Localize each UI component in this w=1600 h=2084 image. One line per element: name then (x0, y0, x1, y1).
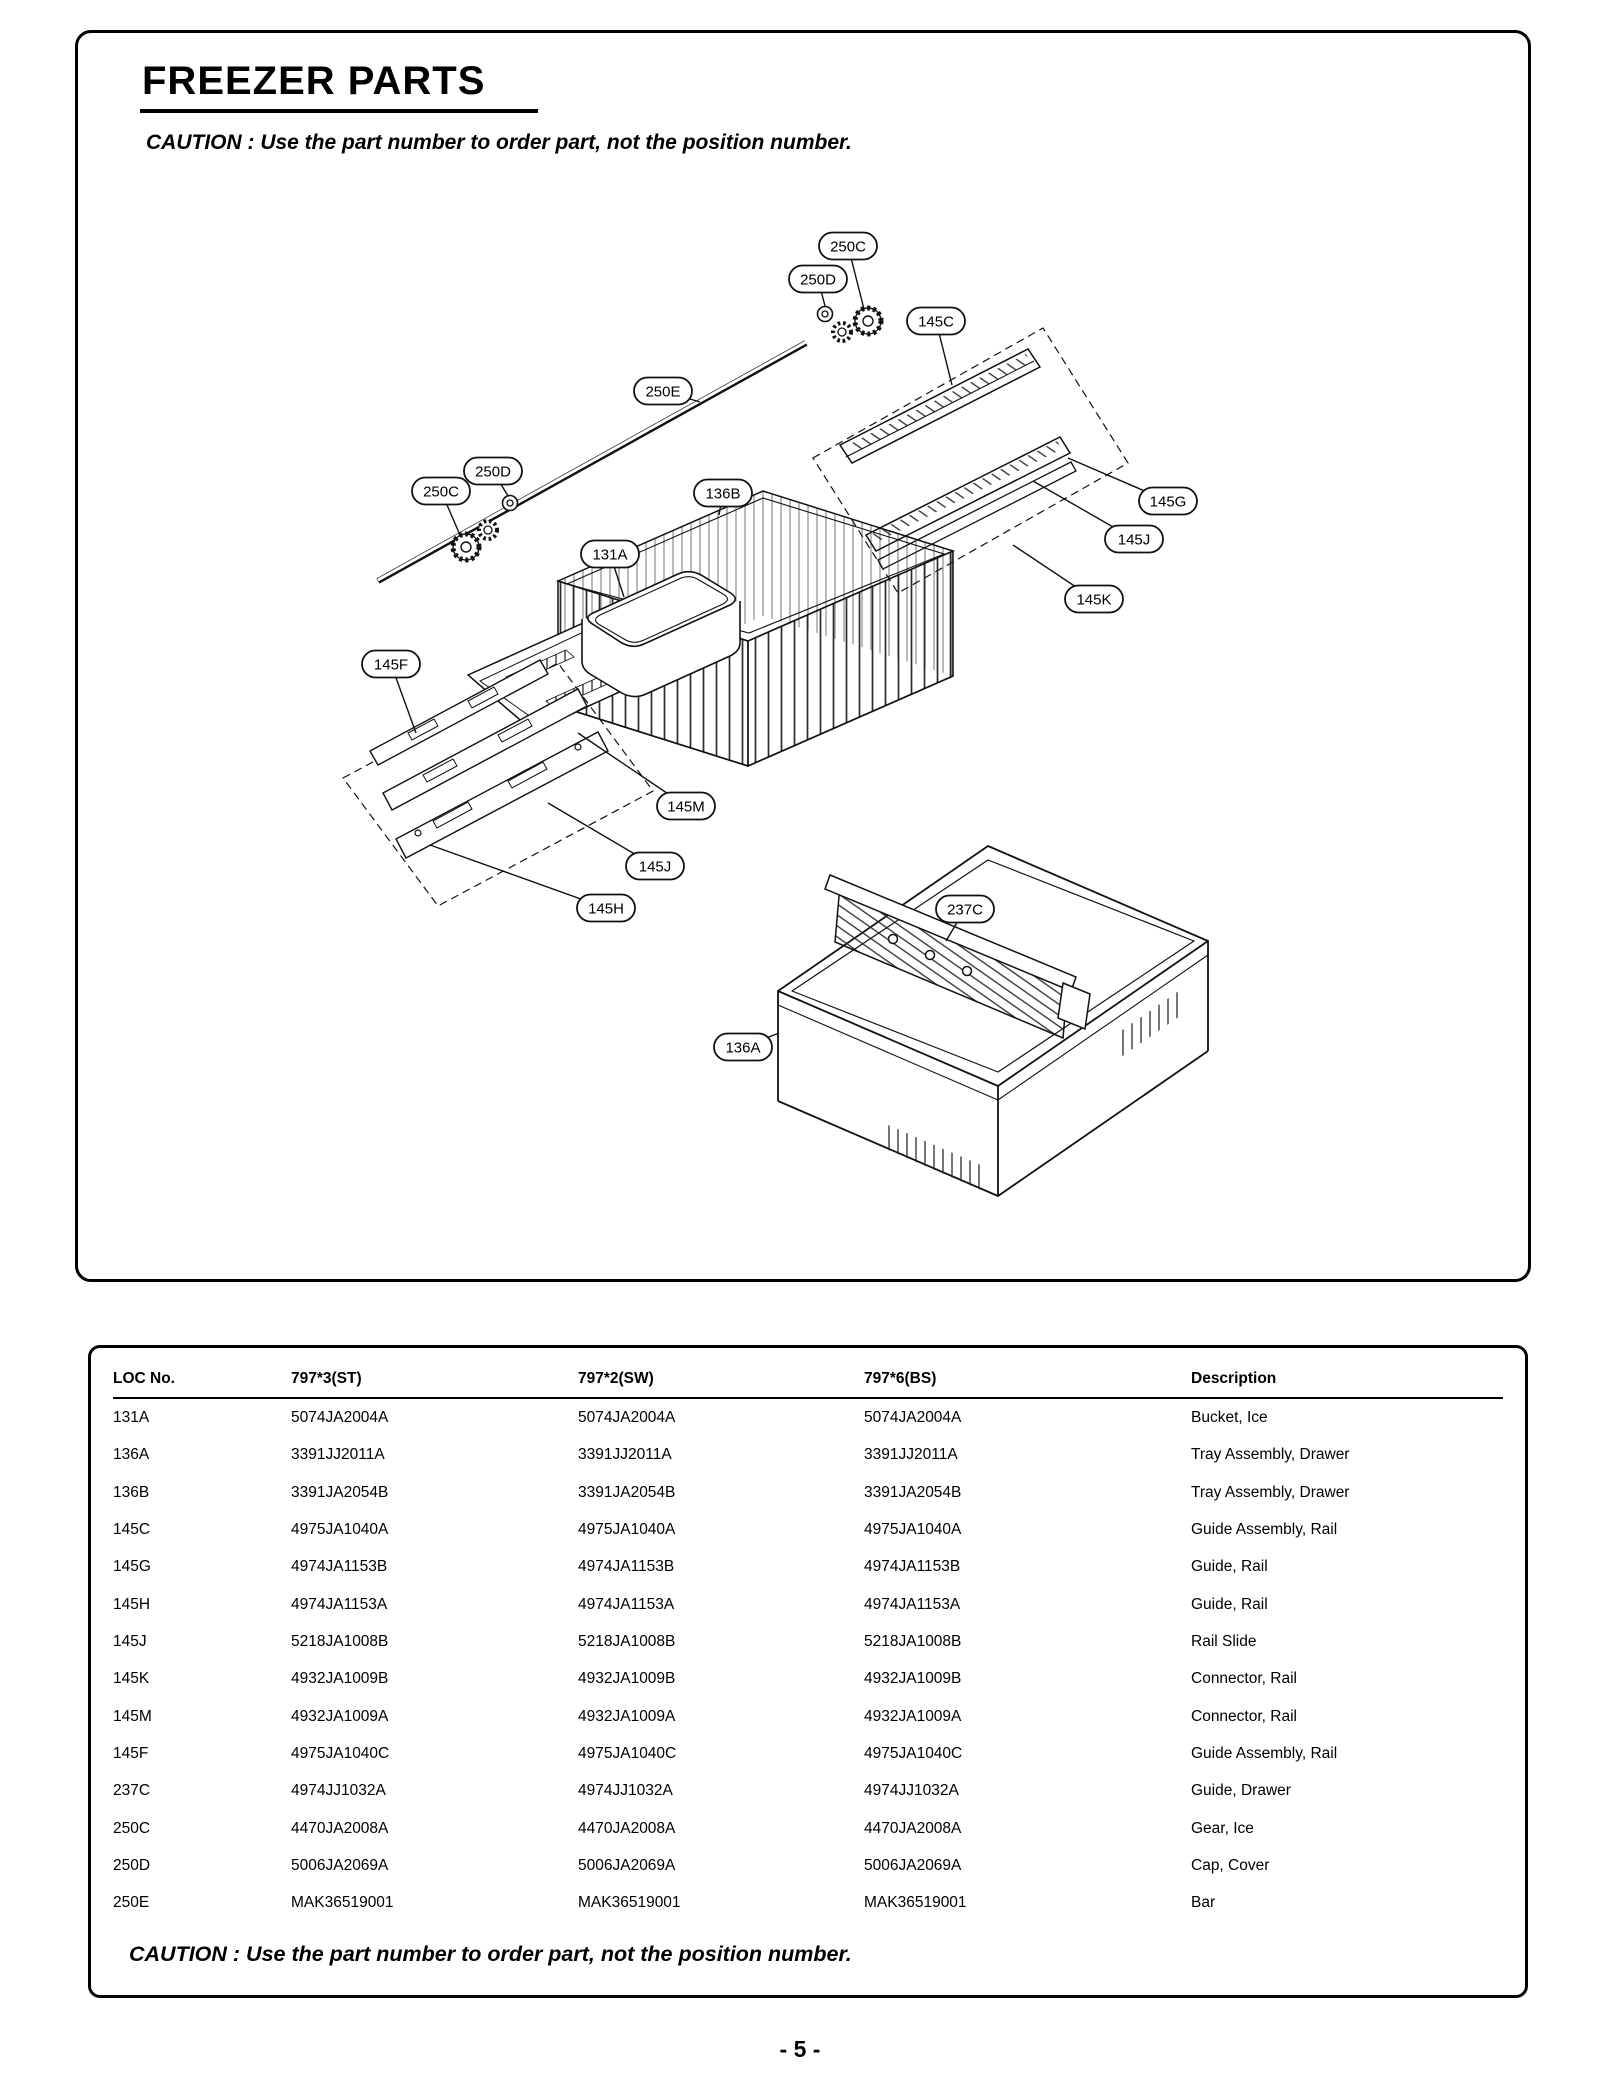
loc-no-cell: 145J (113, 1632, 147, 1650)
part-row-131a (113, 1398, 1503, 1436)
part-row-136a (113, 1436, 1503, 1473)
svg-text:145F: 145F (373, 656, 409, 674)
callout-145k (1013, 545, 1123, 613)
part-number-st-cell: 3391JJ2011A (291, 1446, 385, 1464)
part-number-st-cell: 4470JA2008A (291, 1819, 389, 1837)
svg-text:145H: 145H (588, 900, 624, 918)
part-number-bs-cell: 5006JA2069A (864, 1857, 962, 1875)
loc-no-cell: 136B (113, 1483, 150, 1501)
callout-136a (714, 1033, 779, 1061)
svg-text:145K: 145K (1076, 591, 1112, 609)
loc-no-cell: 250D (113, 1857, 151, 1875)
part-number-sw-cell: 3391JJ2011A (578, 1446, 672, 1464)
exploded-parts-diagram (78, 33, 1528, 1279)
callout-250d (464, 458, 522, 497)
part-number-sw-cell: 4974JA1153B (578, 1558, 675, 1576)
callout-250c (412, 478, 470, 536)
description-cell: Guide, Rail (1191, 1595, 1268, 1613)
part-number-sw-cell: 4975JA1040A (578, 1520, 676, 1538)
column-header-797-6-bs-: 797*6(BS) (864, 1358, 1191, 1398)
loc-no-cell: 145C (113, 1520, 151, 1538)
part-number-sw-cell: 4470JA2008A (578, 1819, 676, 1837)
callout-145c (907, 308, 965, 386)
callout-145f (362, 651, 420, 734)
parts-table (113, 1358, 1503, 1922)
description-cell: Connector, Rail (1191, 1707, 1297, 1725)
diagram-panel (75, 30, 1531, 1282)
part-number-sw-cell: 4974JA1153A (578, 1595, 675, 1613)
part-number-bs-cell: 4975JA1040C (864, 1745, 963, 1763)
part-number-bs-cell: 4974JA1153B (864, 1558, 961, 1576)
part-number-bs-cell: MAK36519001 (864, 1894, 967, 1912)
svg-text:145J: 145J (638, 858, 672, 876)
part-number-bs-cell: 5218JA1008B (864, 1632, 962, 1650)
part-row-145f (113, 1735, 1503, 1772)
svg-text:250E: 250E (645, 383, 681, 401)
loc-no-cell: 145H (113, 1595, 151, 1613)
callout-250e (634, 378, 700, 405)
description-cell: Guide Assembly, Rail (1191, 1520, 1338, 1538)
part-number-sw-cell: 5218JA1008B (578, 1632, 676, 1650)
part-number-st-cell: 3391JA2054B (291, 1483, 389, 1501)
part-row-145j (113, 1623, 1503, 1660)
description-cell: Cap, Cover (1191, 1857, 1270, 1875)
table-body (113, 1398, 1503, 1922)
part-row-145k (113, 1660, 1503, 1697)
loc-no-cell: 131A (113, 1408, 150, 1426)
description-cell: Bucket, Ice (1191, 1408, 1268, 1426)
part-number-sw-cell: 4975JA1040C (578, 1745, 677, 1763)
part-number-bs-cell: 3391JA2054B (864, 1483, 962, 1501)
svg-text:250C: 250C (423, 483, 459, 501)
ice-gear-set-upper (818, 307, 882, 342)
part-number-bs-cell: 4470JA2008A (864, 1819, 962, 1837)
part-number-sw-cell: MAK36519001 (578, 1894, 681, 1912)
part-number-bs-cell: 4932JA1009A (864, 1707, 962, 1725)
part-row-250c (113, 1810, 1503, 1847)
svg-text:131A: 131A (592, 546, 628, 564)
loc-no-cell: 145K (113, 1670, 150, 1688)
part-number-bs-cell: 4932JA1009B (864, 1670, 962, 1688)
loc-no-cell: 250C (113, 1819, 151, 1837)
page-number: - 5 - (779, 2036, 821, 2062)
description-cell: Guide, Drawer (1191, 1782, 1291, 1800)
loc-no-cell: 145F (113, 1745, 149, 1763)
callout-250d (789, 266, 847, 307)
parts-table-panel (88, 1345, 1528, 1998)
loc-no-cell: 145M (113, 1707, 152, 1725)
part-number-sw-cell: 4932JA1009A (578, 1707, 676, 1725)
part-number-sw-cell: 5006JA2069A (578, 1857, 676, 1875)
part-number-st-cell: 4932JA1009B (291, 1670, 389, 1688)
part-row-145c (113, 1511, 1503, 1548)
part-number-st-cell: 5074JA2004A (291, 1408, 389, 1426)
part-number-st-cell: MAK36519001 (291, 1894, 394, 1912)
part-number-st-cell: 4975JA1040A (291, 1520, 389, 1538)
part-number-bs-cell: 5074JA2004A (864, 1408, 962, 1426)
part-number-sw-cell: 3391JA2054B (578, 1483, 676, 1501)
caution-note-top: CAUTION : Use the part number to order part, not the position number. (146, 131, 852, 154)
description-cell: Tray Assembly, Drawer (1191, 1446, 1350, 1464)
svg-text:145C: 145C (918, 313, 954, 331)
part-number-st-cell: 4974JJ1032A (291, 1782, 386, 1800)
svg-text:145M: 145M (667, 798, 705, 816)
svg-text:237C: 237C (947, 901, 983, 919)
part-row-145m (113, 1698, 1503, 1735)
loc-no-cell: 145G (113, 1558, 151, 1576)
svg-text:136A: 136A (725, 1039, 761, 1057)
column-header-797-3-st-: 797*3(ST) (291, 1358, 578, 1398)
part-number-st-cell: 5218JA1008B (291, 1632, 389, 1650)
part-number-bs-cell: 4974JJ1032A (864, 1782, 959, 1800)
description-cell: Guide Assembly, Rail (1191, 1745, 1338, 1763)
loc-no-cell: 237C (113, 1782, 151, 1800)
part-row-145h (113, 1586, 1503, 1623)
description-cell: Gear, Ice (1191, 1819, 1254, 1837)
part-number-sw-cell: 4974JJ1032A (578, 1782, 673, 1800)
part-row-250d (113, 1847, 1503, 1884)
caution-note-bottom: CAUTION : Use the part number to order part, not the position number. (129, 1941, 852, 1966)
column-header-797-2-sw-: 797*2(SW) (578, 1358, 864, 1398)
svg-text:250D: 250D (800, 271, 836, 289)
loc-no-cell: 136A (113, 1446, 150, 1464)
description-cell: Tray Assembly, Drawer (1191, 1483, 1350, 1501)
ice-gear-set-left (453, 496, 518, 561)
part-number-bs-cell: 4974JA1153A (864, 1595, 961, 1613)
part-number-bs-cell: 3391JJ2011A (864, 1446, 958, 1464)
part-number-sw-cell: 5074JA2004A (578, 1408, 676, 1426)
table-header-row (113, 1358, 1503, 1398)
page-title: FREEZER PARTS (142, 59, 486, 103)
part-number-st-cell: 4974JA1153A (291, 1595, 388, 1613)
svg-text:250C: 250C (830, 238, 866, 256)
part-number-st-cell: 5006JA2069A (291, 1857, 389, 1875)
part-row-237c (113, 1772, 1503, 1809)
part-row-136b (113, 1474, 1503, 1511)
part-number-st-cell: 4974JA1153B (291, 1558, 388, 1576)
description-cell: Guide, Rail (1191, 1558, 1268, 1576)
part-number-bs-cell: 4975JA1040A (864, 1520, 962, 1538)
part-number-sw-cell: 4932JA1009B (578, 1670, 676, 1688)
svg-text:136B: 136B (705, 485, 741, 503)
svg-text:145J: 145J (1117, 531, 1151, 549)
svg-text:145G: 145G (1149, 493, 1187, 511)
callout-145h (430, 845, 635, 922)
part-row-145g (113, 1548, 1503, 1585)
description-cell: Connector, Rail (1191, 1670, 1297, 1688)
loc-no-cell: 250E (113, 1894, 150, 1912)
part-number-st-cell: 4932JA1009A (291, 1707, 389, 1725)
column-header-description: Description (1191, 1358, 1503, 1398)
part-row-250e (113, 1884, 1503, 1921)
description-cell: Bar (1191, 1894, 1216, 1912)
column-header-loc-no-: LOC No. (113, 1358, 291, 1398)
part-number-st-cell: 4975JA1040C (291, 1745, 390, 1763)
svg-text:250D: 250D (475, 463, 511, 481)
description-cell: Rail Slide (1191, 1632, 1257, 1650)
